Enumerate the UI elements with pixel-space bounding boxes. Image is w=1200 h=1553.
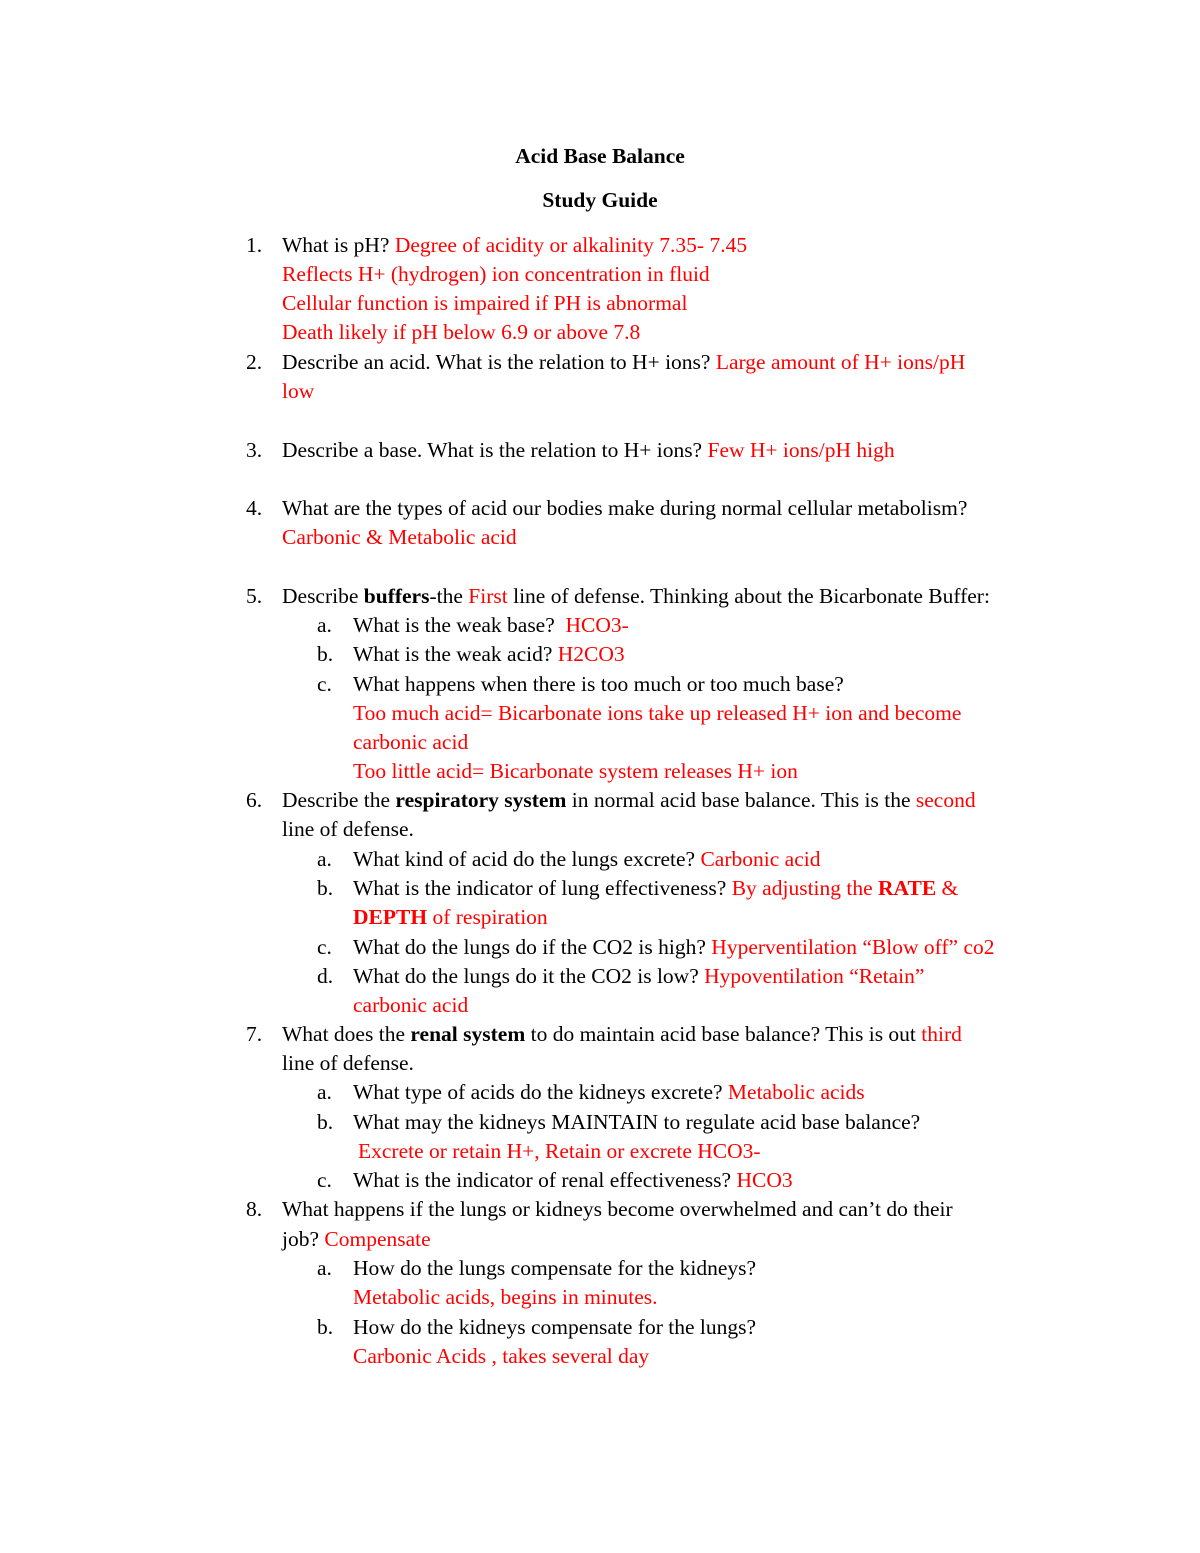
answer-2-line-1: Large amount of H+ ions/pH <box>715 350 966 374</box>
question-5c-letter: c. <box>317 672 332 696</box>
answer-4: Carbonic & Metabolic acid <box>282 525 517 549</box>
question-8-line-1: What happens if the lungs or kidneys become overwhelmed and can’t do their <box>282 1197 953 1221</box>
question-7-bold-term: renal system <box>410 1022 526 1046</box>
question-6a <box>353 845 820 874</box>
question-5-text-mid: -the <box>429 584 469 608</box>
answer-7a: Metabolic acids <box>727 1080 865 1104</box>
question-6-text-start: Describe the <box>282 788 396 812</box>
question-6a-letter: a. <box>317 847 332 871</box>
question-6c-text: What do the lungs do if the CO2 is high? <box>353 935 706 959</box>
answer-5c-line-2: carbonic acid <box>353 730 469 754</box>
question-7c <box>353 1166 793 1195</box>
question-6-red-term: second <box>915 788 976 812</box>
question-5-text-end: line of defense. Thinking about the Bicarbonate Buffer: <box>507 584 990 608</box>
answer-6b-text-1: By adjusting the <box>731 876 879 900</box>
question-3 <box>282 436 895 465</box>
question-1 <box>282 231 747 260</box>
answer-3: Few H+ ions/pH high <box>707 438 895 462</box>
document-subtitle: Study Guide <box>542 188 658 212</box>
answer-6c: Hyperventilation “Blow off” co2 <box>711 935 995 959</box>
question-6c <box>353 933 995 962</box>
question-5a-letter: a. <box>317 613 332 637</box>
answer-5a: HCO3- <box>565 613 629 637</box>
answer-7c: HCO3 <box>736 1168 793 1192</box>
document-title: Acid Base Balance <box>515 144 685 168</box>
answer-2-line-2: low <box>282 379 315 403</box>
question-7-text-start: What does the <box>282 1022 411 1046</box>
question-3-text: Describe a base. What is the relation to H+ ions? <box>282 438 703 462</box>
question-6b-text: What is the indicator of lung effectiveness? <box>353 876 727 900</box>
question-6-text-end: in normal acid base balance. This is the <box>566 788 916 812</box>
question-5b-letter: b. <box>317 642 334 666</box>
question-7b-letter: b. <box>317 1110 334 1134</box>
question-7b-text: What may the kidneys MAINTAIN to regulate acid base balance? <box>353 1110 921 1134</box>
question-5a <box>353 611 629 640</box>
answer-1-line-1: Degree of acidity or alkalinity 7.35- 7.45 <box>394 233 748 257</box>
question-8-text-end: job? <box>282 1227 320 1251</box>
answer-8: Compensate <box>324 1227 431 1251</box>
question-4-text: What are the types of acid our bodies make during normal cellular metabolism? <box>282 496 968 520</box>
answer-6b-bold-depth: DEPTH <box>353 905 428 929</box>
question-2-number: 2. <box>246 350 263 374</box>
question-7-number: 7. <box>246 1022 263 1046</box>
question-6d-text: What do the lungs do it the CO2 is low? <box>353 964 699 988</box>
question-7-line-2: line of defense. <box>282 1051 414 1075</box>
question-3-number: 3. <box>246 438 263 462</box>
question-7c-text: What is the indicator of renal effectiveness? <box>353 1168 732 1192</box>
question-7a <box>353 1078 865 1107</box>
answer-6d-line-1: Hypoventilation “Retain” <box>704 964 925 988</box>
question-8-number: 8. <box>246 1197 263 1221</box>
answer-6b-text-2: & <box>936 876 959 900</box>
question-6d <box>353 962 924 991</box>
answer-5c-line-1: Too much acid= Bicarbonate ions take up released H+ ion and become <box>353 701 962 725</box>
question-6-bold-term: respiratory system <box>395 788 567 812</box>
answer-6b-bold-rate: RATE <box>878 876 937 900</box>
question-5b <box>353 640 625 669</box>
question-6c-letter: c. <box>317 935 332 959</box>
question-5-red-term: First <box>468 584 508 608</box>
question-5-text-start: Describe <box>282 584 364 608</box>
question-8b-letter: b. <box>317 1315 334 1339</box>
question-7-red-term: third <box>921 1022 962 1046</box>
question-2-text: Describe an acid. What is the relation to H+ ions? <box>282 350 711 374</box>
question-7 <box>282 1020 962 1049</box>
question-8a-letter: a. <box>317 1256 332 1280</box>
answer-5c-line-3: Too little acid= Bicarbonate system releases H+ ion <box>353 759 798 783</box>
answer-7b: Excrete or retain H+, Retain or excrete HCO3- <box>358 1139 761 1163</box>
question-5c-text: What happens when there is too much or too much base? <box>353 672 844 696</box>
question-1-number: 1. <box>246 233 263 257</box>
question-6-number: 6. <box>246 788 263 812</box>
question-7a-letter: a. <box>317 1080 332 1104</box>
question-8a-text: How do the lungs compensate for the kidneys? <box>353 1256 757 1280</box>
answer-6b-line-1 <box>732 876 959 900</box>
answer-8a: Metabolic acids, begins in minutes. <box>353 1285 658 1309</box>
question-7-text-end: to do maintain acid base balance? This is out <box>525 1022 922 1046</box>
question-6b-letter: b. <box>317 876 334 900</box>
question-2 <box>282 348 965 377</box>
question-5-number: 5. <box>246 584 263 608</box>
question-7c-letter: c. <box>317 1168 332 1192</box>
answer-5b: H2CO3 <box>557 642 625 666</box>
question-8-line-2 <box>282 1225 431 1254</box>
question-5-bold-term: buffers <box>363 584 430 608</box>
answer-1-line-2: Reflects H+ (hydrogen) ion concentration in fluid <box>282 262 710 286</box>
question-6a-text: What kind of acid do the lungs excrete? <box>353 847 696 871</box>
answer-1-line-3: Cellular function is impaired if PH is abnormal <box>282 291 688 315</box>
answer-8b: Carbonic Acids , takes several day <box>353 1344 650 1368</box>
question-8b-text: How do the kidneys compensate for the lungs? <box>353 1315 757 1339</box>
question-6 <box>282 786 976 815</box>
question-6d-letter: d. <box>317 964 334 988</box>
question-5a-text: What is the weak base? <box>353 613 555 637</box>
answer-6b-text-3: of respiration <box>427 905 548 929</box>
question-6b <box>353 874 958 903</box>
question-1-text: What is pH? <box>282 233 390 257</box>
answer-6b-line-2 <box>353 903 548 932</box>
question-5b-text: What is the weak acid? <box>353 642 553 666</box>
answer-6d-line-2: carbonic acid <box>353 993 469 1017</box>
question-7a-text: What type of acids do the kidneys excrete? <box>353 1080 723 1104</box>
question-4-number: 4. <box>246 496 263 520</box>
question-5 <box>282 582 990 611</box>
answer-6a: Carbonic acid <box>700 847 821 871</box>
answer-1-line-4: Death likely if pH below 6.9 or above 7.8 <box>282 320 641 344</box>
question-6-line-2: line of defense. <box>282 817 414 841</box>
